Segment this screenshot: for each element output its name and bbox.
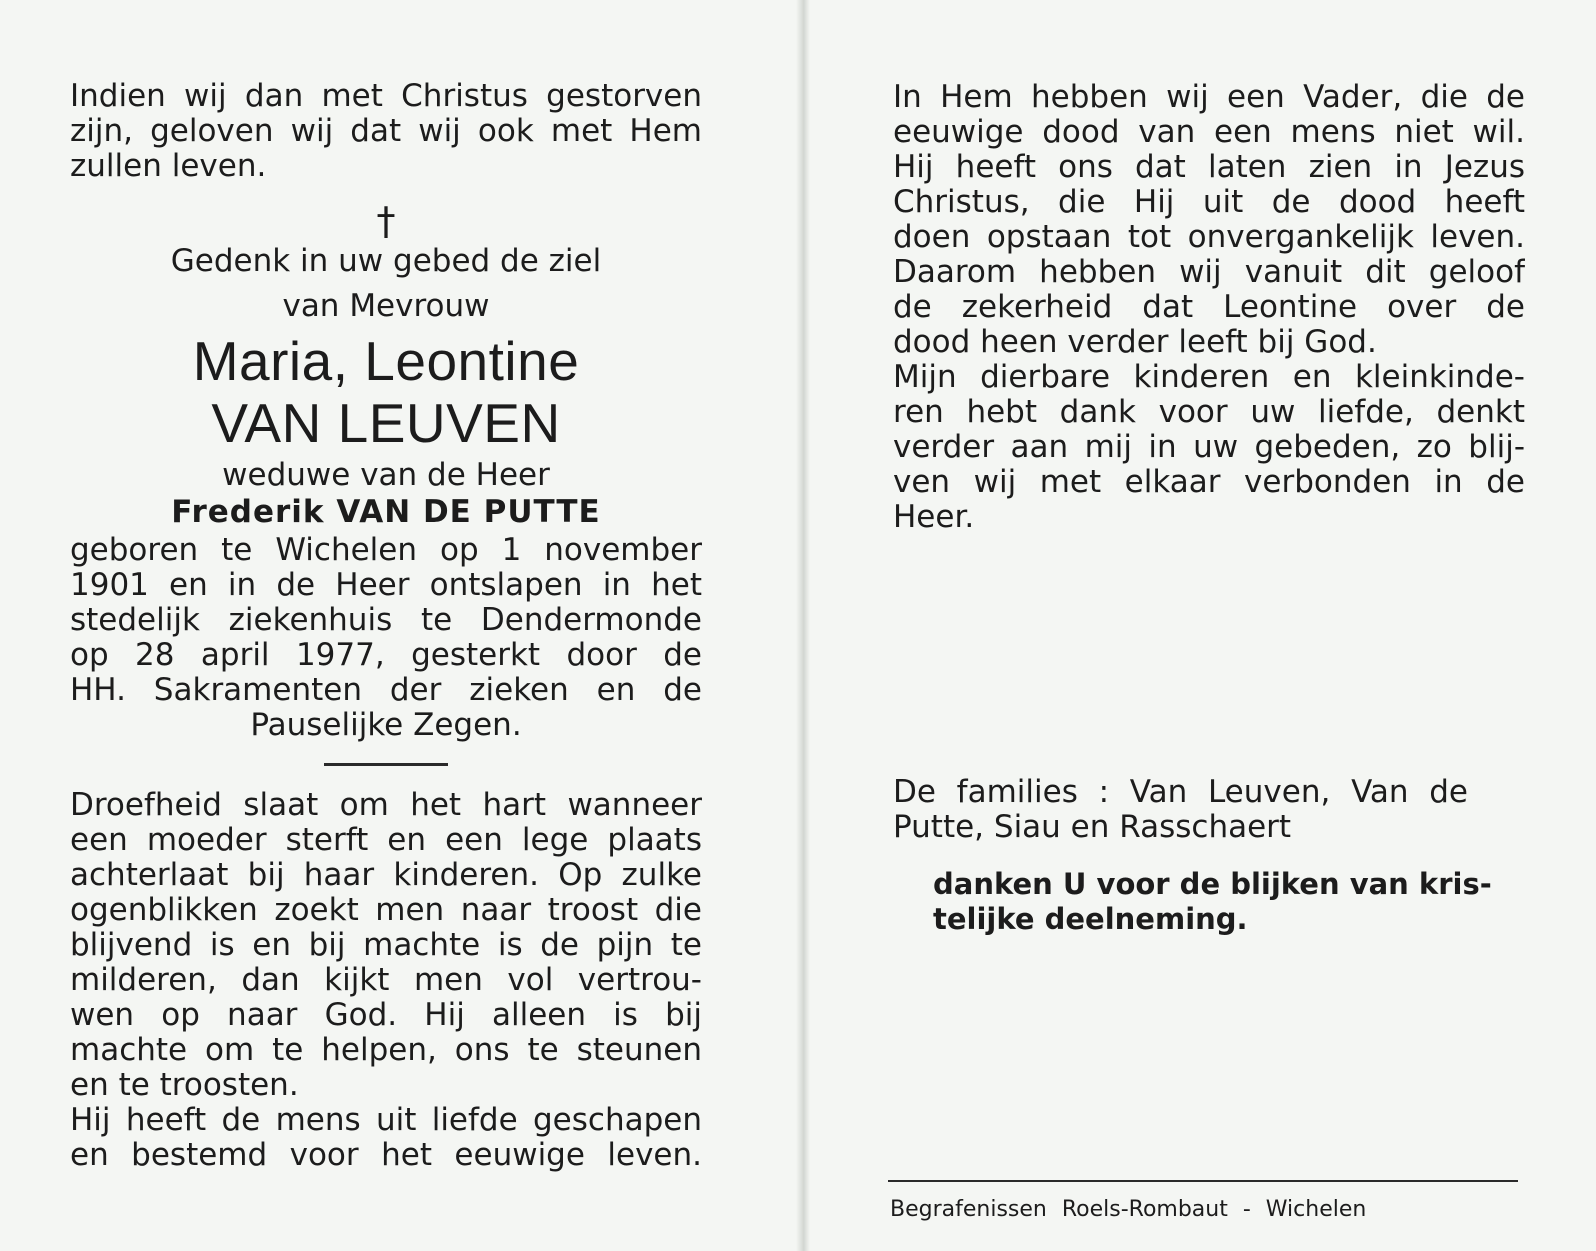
faith-line: de zekerheid dat Leontine over de <box>893 290 1525 325</box>
right-panel <box>893 0 1525 937</box>
faith-line: ven wij met elkaar verbonden in de <box>893 465 1525 500</box>
biography-line: 1901 en in de Heer ontslapen in het <box>70 568 702 603</box>
faith-line: verder aan mij in uw gebeden, zo blij- <box>893 430 1525 465</box>
cross-icon: † <box>376 199 396 243</box>
remember-line: Gedenk in uw gebed de ziel <box>170 243 602 279</box>
reflection-line: ogenblikken zoekt men naar troost die <box>70 893 702 928</box>
reflection-line: achterlaat bij haar kinderen. Op zulke <box>70 858 702 893</box>
thanks-text <box>893 867 1525 937</box>
faith-line: Heer. <box>893 500 975 535</box>
quote-line: Indien wij dan met Christus gestorven <box>70 79 702 114</box>
left-panel <box>70 0 702 1173</box>
widow-of-line: weduwe van de Heer <box>222 457 550 493</box>
quote-line: zijn, geloven wij dat wij ook met Hem <box>70 114 702 149</box>
footer-divider <box>888 1180 1518 1182</box>
biography <box>70 533 702 743</box>
biography-line: geboren te Wichelen op 1 november <box>70 533 702 568</box>
deceased-surname: VAN LEUVEN <box>211 392 561 454</box>
reflection-line: wen op naar God. Hij alleen is bij <box>70 998 702 1033</box>
reflection-text <box>70 788 702 1173</box>
reflection-line: machte om te helpen, ons te steunen <box>70 1033 702 1068</box>
faith-line: doen opstaan tot onvergankelijk leven. <box>893 220 1525 255</box>
faith-line: eeuwige dood van een mens niet wil. <box>893 115 1525 150</box>
faith-line: Hij heeft ons dat laten zien in Jezus <box>893 150 1525 185</box>
faith-line: dood heen verder leeft bij God. <box>893 325 1377 360</box>
remember-line: van Mevrouw <box>282 288 490 324</box>
deceased-given-names: Maria, Leontine <box>192 330 580 392</box>
biography-line: Pauselijke Zegen. <box>250 707 522 743</box>
printer-credit: Begrafenissen Roels-Rombaut - Wichelen <box>890 1197 1367 1222</box>
biography-line: HH. Sakramenten der zieken en de <box>70 673 702 708</box>
faith-text <box>893 80 1525 535</box>
families-text <box>893 775 1468 845</box>
reflection-line: milderen, dan kijkt men vol vertrou- <box>70 963 702 998</box>
reflection-line: Hij heeft de mens uit liefde geschapen <box>70 1103 702 1138</box>
thanks-line: danken U voor de blijken van kris- <box>933 867 1492 901</box>
quote-line: zullen leven. <box>70 149 267 184</box>
biography-line: op 28 april 1977, gesterkt door de <box>70 638 702 673</box>
families-line: Putte, Siau en Rasschaert <box>893 810 1292 845</box>
card-fold <box>796 0 810 1251</box>
faith-line: ren hebt dank voor uw liefde, denkt <box>893 395 1525 430</box>
faith-line: Daarom hebben wij vanuit dit geloof <box>893 255 1525 290</box>
reflection-line: blijvend is en bij machte is de pijn te <box>70 928 702 963</box>
reflection-line: Droefheid slaat om het hart wanneer <box>70 788 702 823</box>
opening-quote <box>70 79 702 184</box>
reflection-line: een moeder sterft en een lege plaats <box>70 823 702 858</box>
families-line: De families : Van Leuven, Van de <box>893 775 1468 810</box>
faith-line: In Hem hebben wij een Vader, die de <box>893 80 1525 115</box>
faith-line: Christus, die Hij uit de dood heeft <box>893 185 1525 220</box>
thanks-line: telijke deelneming. <box>933 902 1248 936</box>
reflection-line: en bestemd voor het eeuwige leven. <box>70 1138 702 1173</box>
biography-line: stedelijk ziekenhuis te Dendermonde <box>70 603 702 638</box>
reflection-line: en te troosten. <box>70 1068 299 1103</box>
husband-name: Frederik VAN DE PUTTE <box>171 494 601 530</box>
faith-line: Mijn dierbare kinderen en kleinkinde- <box>893 360 1525 395</box>
